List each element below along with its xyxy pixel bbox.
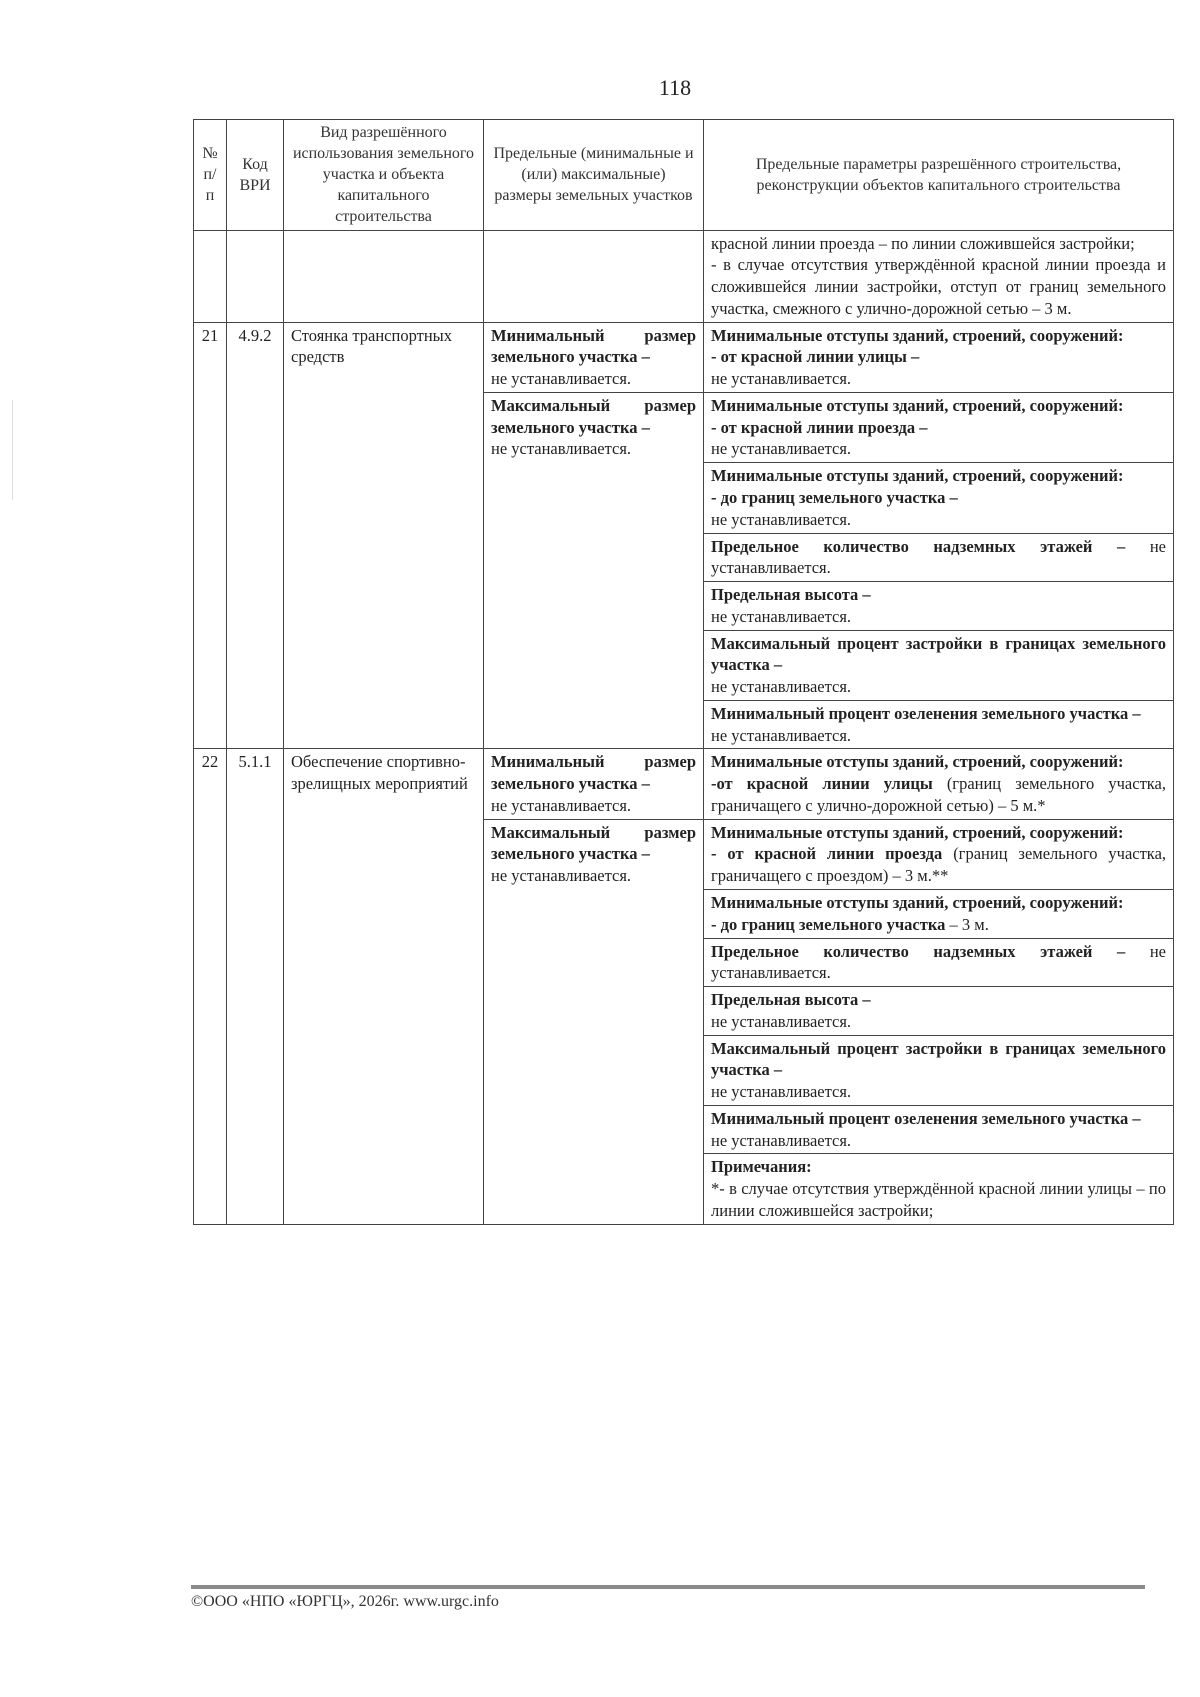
row21-min-size-value: не устанавливается. (491, 369, 632, 389)
row22-param-7-value: не устанавливается. (711, 1130, 852, 1150)
row22-max-size-value: не устанавливается. (491, 866, 632, 886)
row22-param-6 (704, 1035, 1174, 1105)
row22-param-1 (704, 749, 1174, 819)
row22-param-7-label: Минимальный процент озеленения земельного участка – (711, 1108, 1141, 1128)
row21-param-5-label: Предельная высота – (711, 585, 871, 605)
row22-param-5 (704, 987, 1174, 1036)
row21-param-5-value: не устанавливается. (711, 606, 852, 626)
row21-param-1-label: Минимальные отступы зданий, строений, сооружений: - от красной линии улицы – (711, 325, 1124, 367)
row22-min-size-value: не устанавливается. (491, 795, 632, 815)
row22-param-3 (704, 889, 1174, 938)
row22-param-2 (704, 819, 1174, 889)
row21-subrow (194, 322, 1174, 392)
row22-param-4 (704, 938, 1174, 987)
row22-subrow (194, 749, 1174, 819)
row22-param-6-label: Максимальный процент застройки в границах земельного участка – (711, 1038, 1166, 1080)
row21-min-size (484, 322, 704, 392)
footer-rule (191, 1585, 1145, 1589)
table-header-row (194, 120, 1174, 231)
row22-param-3-label: Минимальные отступы зданий, строений, сооружений: - до границ земельного участка (711, 892, 1124, 934)
row21-param-7 (704, 700, 1174, 749)
row22-param-8-label: Примечания: (711, 1157, 812, 1177)
table-row-21 (194, 322, 1174, 749)
row22-max-size-label: Максимальный размер земельного участка – (491, 822, 696, 864)
header-sizes: Предельные (минимальные и (или) максимальные) размеры земельных участков (484, 120, 704, 231)
row22-param-8-value: *- в случае отсутствия утверждённой красной линии улицы – по линии сложившейся застройки; (711, 1179, 1166, 1220)
row22-param-8 (704, 1154, 1174, 1224)
row22-param-2-value: (границ земельного участка, граничащего с проездом) – 3 м.** (711, 844, 1167, 886)
row21-kind: Стоянка транспортных средств (284, 322, 484, 749)
row22-min-size-label: Минимальный размер земельного участка – (491, 752, 696, 794)
row22-num: 22 (194, 749, 227, 1224)
row21-param-4 (704, 533, 1174, 582)
row21-param-7-label: Минимальный процент озеленения земельного участка – (711, 703, 1141, 723)
row22-param-3-value: – 3 м. (945, 914, 989, 934)
footer-copyright: ©ООО «НПО «ЮРГЦ», 2026г. www.urgc.info (191, 1593, 499, 1610)
row22-param-5-label: Предельная высота – (711, 990, 871, 1010)
row22-param-7 (704, 1105, 1174, 1154)
row22-param-2-label: Минимальные отступы зданий, строений, сооружений: - от красной линии проезда (711, 822, 1124, 864)
scan-margin-mark (12, 400, 13, 500)
row22-param-6-value: не устанавливается. (711, 1082, 852, 1102)
row22-param-1-label: Минимальные отступы зданий, строений, сооружений: -от красной линии улицы (711, 752, 1124, 794)
row21-max-size (484, 392, 704, 748)
row21-param-2-value: не устанавливается. (711, 439, 852, 459)
continuation-text: красной линии проезда – по линии сложившейся застройки; - в случае отсутствия утверждённой красной линии проезда и сложившейся линии застройки, отступ от границ земельного участка, смежного с улично-дорожной сетью – 3 м. (704, 230, 1174, 322)
row21-param-4-value: не устанавливается. (711, 536, 1166, 578)
row21-param-7-value: не устанавливается. (711, 725, 852, 745)
row22-kind: Обеспечение спортивно-зрелищных мероприятий (284, 749, 484, 1224)
row22-param-1-value: (границ земельного участка, граничащего с улично-дорожной сетью) – 5 м.* (711, 774, 1166, 815)
header-params: Предельные параметры разрешённого строительства, реконструкции объектов капитального строительства (704, 120, 1174, 231)
row21-param-3-label: Минимальные отступы зданий, строений, сооружений: - до границ земельного участка – (711, 466, 1124, 507)
row21-param-5 (704, 582, 1174, 631)
row22-max-size (484, 819, 704, 1224)
row21-num: 21 (194, 322, 227, 749)
zoning-parameters-table (193, 119, 1174, 1225)
table-row-continuation (194, 230, 1174, 322)
row21-min-size-label: Минимальный размер земельного участка – (491, 325, 696, 367)
row21-max-size-label: Максимальный размер земельного участка – (491, 395, 696, 437)
row22-param-4-value: не устанавливается. (711, 941, 1166, 983)
row22-param-5-value: не устанавливается. (711, 1011, 852, 1031)
header-code: Код ВРИ (227, 120, 284, 231)
row21-param-3 (704, 463, 1174, 533)
row21-param-1 (704, 322, 1174, 392)
row22-code: 5.1.1 (227, 749, 284, 1224)
row22-param-4-label: Предельное количество надземных этажей – (711, 941, 1126, 961)
row21-param-1-value: не устанавливается. (711, 369, 852, 389)
row21-param-2-label: Минимальные отступы зданий, строений, сооружений: - от красной линии проезда – (711, 395, 1124, 437)
header-num: № п/п (194, 120, 227, 231)
row21-code: 4.9.2 (227, 322, 284, 749)
row21-param-6-value: не устанавливается. (711, 677, 852, 697)
table-row-22 (194, 749, 1174, 1224)
row21-param-4-label: Предельное количество надземных этажей – (711, 536, 1126, 556)
row22-min-size (484, 749, 704, 819)
page-number: 118 (658, 75, 692, 100)
row21-param-6 (704, 630, 1174, 700)
row21-param-6-label: Максимальный процент застройки в границах земельного участка – (711, 633, 1166, 675)
row21-param-3-value: не устанавливается. (711, 509, 852, 529)
row21-param-2 (704, 392, 1174, 462)
row21-max-size-value: не устанавливается. (491, 439, 632, 459)
header-kind: Вид разрешённого использования земельного участка и объекта капитального строительства (284, 120, 484, 231)
